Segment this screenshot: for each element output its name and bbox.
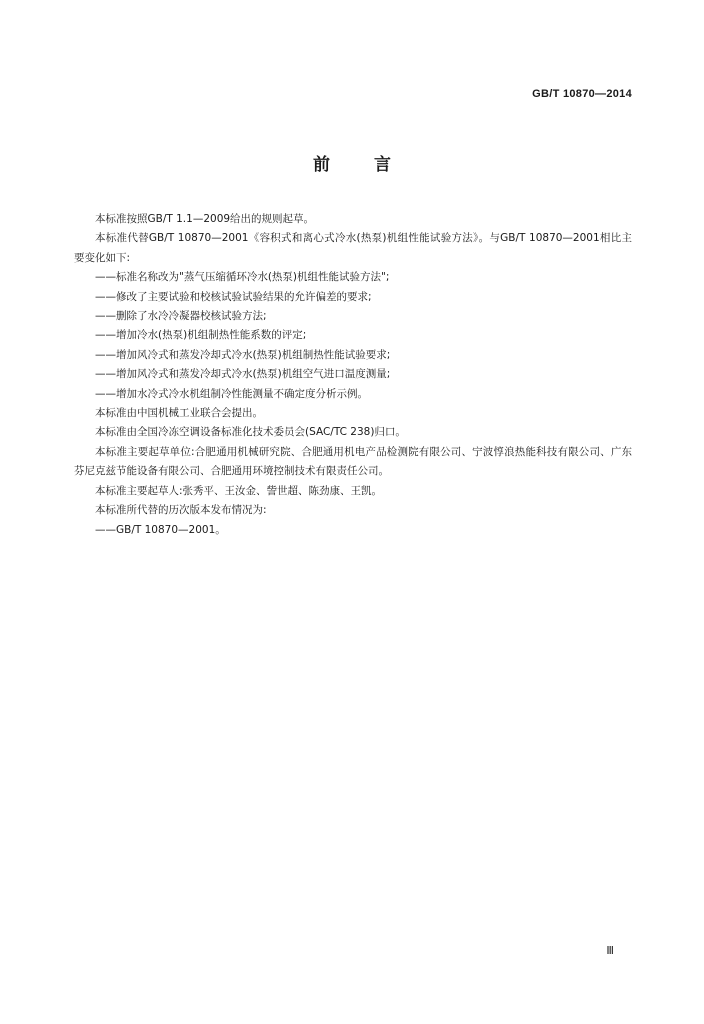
paragraph-proposer: 本标准由中国机械工业联合会提出。	[95, 407, 263, 420]
page-title: 前言	[313, 155, 435, 175]
list-item-change: ——增加风冷式和蒸发冷却式冷水(热泵)机组制热性能试验要求;	[95, 348, 391, 361]
list-item-change: ——修改了主要试验和校核试验试验结果的允许偏差的要求;	[95, 290, 372, 303]
list-item-change: ——增加冷水(热泵)机组制热性能系数的评定;	[95, 329, 307, 342]
paragraph-previous-editions: 本标准所代替的历次版本发布情况为:	[95, 504, 267, 517]
paragraph-replacement: 本标准代替GB/T 10870—2001《容积式和离心式冷水(热泵)机组性能试验方法》。与GB/T 10870—2001相比主要变化如下:	[74, 232, 632, 264]
list-item-change: ——删除了水冷冷凝器校核试验方法;	[95, 310, 267, 323]
list-item-previous-edition: ——GB/T 10870—2001。	[95, 523, 226, 536]
paragraph-technical-committee: 本标准由全国冷冻空调设备标准化技术委员会(SAC/TC 238)归口。	[95, 426, 406, 439]
paragraph-drafting-organizations: 本标准主要起草单位:合肥通用机械研究院、合肥通用机电产品检测院有限公司、宁波惇浪热能科技有限公司、广东芬尼克兹节能设备有限公司、合肥通用环境控制技术有限责任公司。	[74, 445, 632, 478]
list-item-change: ——增加水冷式冷水机组制冷性能测量不确定度分析示例。	[95, 387, 368, 400]
paragraph-drafting-rules: 本标准按照GB/T 1.1—2009给出的规则起草。	[95, 213, 315, 225]
document-code: GB/T 10870—2014	[532, 88, 632, 100]
paragraph-drafters: 本标准主要起草人:张秀平、王汝金、訾世超、陈劲康、王凯。	[95, 484, 383, 497]
page-number: Ⅲ	[606, 945, 614, 957]
list-item-change: ——标准名称改为"蒸气压缩循环冷水(热泵)机组性能试验方法";	[95, 271, 390, 284]
list-item-change: ——增加风冷式和蒸发冷却式冷水(热泵)机组空气进口温度测量;	[95, 368, 391, 381]
body-text	[74, 210, 632, 540]
